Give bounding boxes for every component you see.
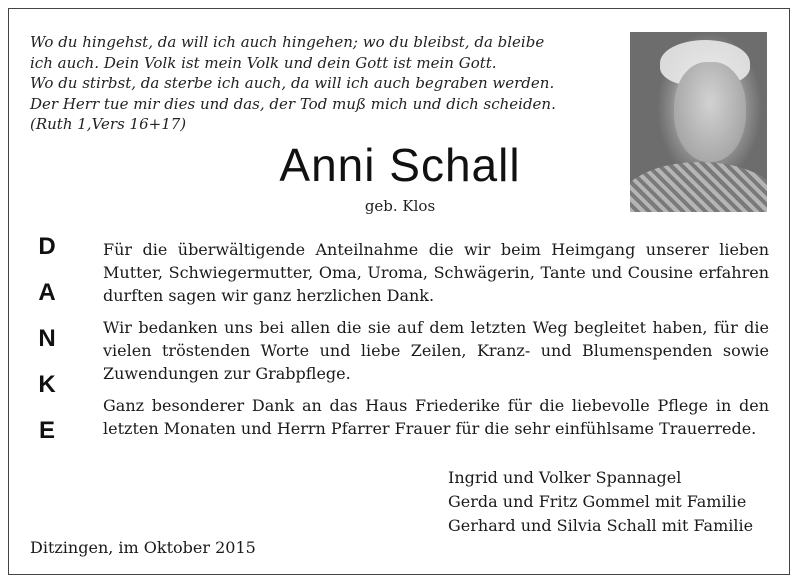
thanks-text (103, 238, 769, 449)
verse-line: Wo du stirbst, da sterbe ich auch, da will ich auch begraben werden. (30, 74, 555, 92)
danke-letter: E (38, 417, 55, 444)
signer: Gerhard und Silvia Schall mit Familie (448, 516, 754, 535)
bible-verse (30, 32, 590, 135)
thanks-paragraph: Für die überwältigende Anteilnahme die wir beim Heimgang unserer lieben Mutter, Schwiegermutter, Oma, Uroma, Schwägerin, Tante und Cousine erfahren durften sagen wir ganz herzlichen Dank. (103, 240, 769, 305)
place-date: Ditzingen, im Oktober 2015 (30, 538, 256, 557)
danke-letter: A (38, 279, 56, 306)
danke-letter: K (38, 371, 56, 398)
photo-shoulders (630, 162, 767, 212)
thanks-paragraph: Ganz besonderer Dank an das Haus Friederike für die liebevolle Pflege in den letzten Monaten und Herrn Pfarrer Frauer für die sehr einfühlsame Trauerrede. (103, 396, 769, 438)
danke-vertical (30, 230, 64, 460)
deceased-name: Anni Schall (279, 139, 521, 191)
maiden-name: geb. Klos (364, 197, 436, 215)
verse-line: ich auch. Dein Volk ist mein Volk und dein Gott ist mein Gott. (30, 53, 497, 72)
signer: Ingrid und Volker Spannagel (448, 468, 682, 487)
verse-reference: (Ruth 1,Vers 16+17) (30, 115, 187, 133)
danke-letter: N (38, 325, 56, 352)
thanks-paragraph: Wir bedanken uns bei allen die sie auf dem letzten Weg begleitet haben, für die vielen tröstenden Worte und liebe Zeilen, Kranz- und Blumenspenden sowie Zuwendungen zur Grabpflege. (103, 318, 769, 383)
photo-face (674, 62, 746, 162)
verse-line: Wo du hingehst, da will ich auch hingehen; wo du bleibst, da bleibe (30, 33, 545, 51)
verse-line: Der Herr tue mir dies und das, der Tod muß mich und dich scheiden. (30, 94, 556, 113)
portrait-photo (630, 32, 767, 212)
signer: Gerda und Fritz Gommel mit Familie (448, 492, 747, 511)
signers-list (448, 466, 778, 538)
danke-letter: D (38, 233, 56, 260)
